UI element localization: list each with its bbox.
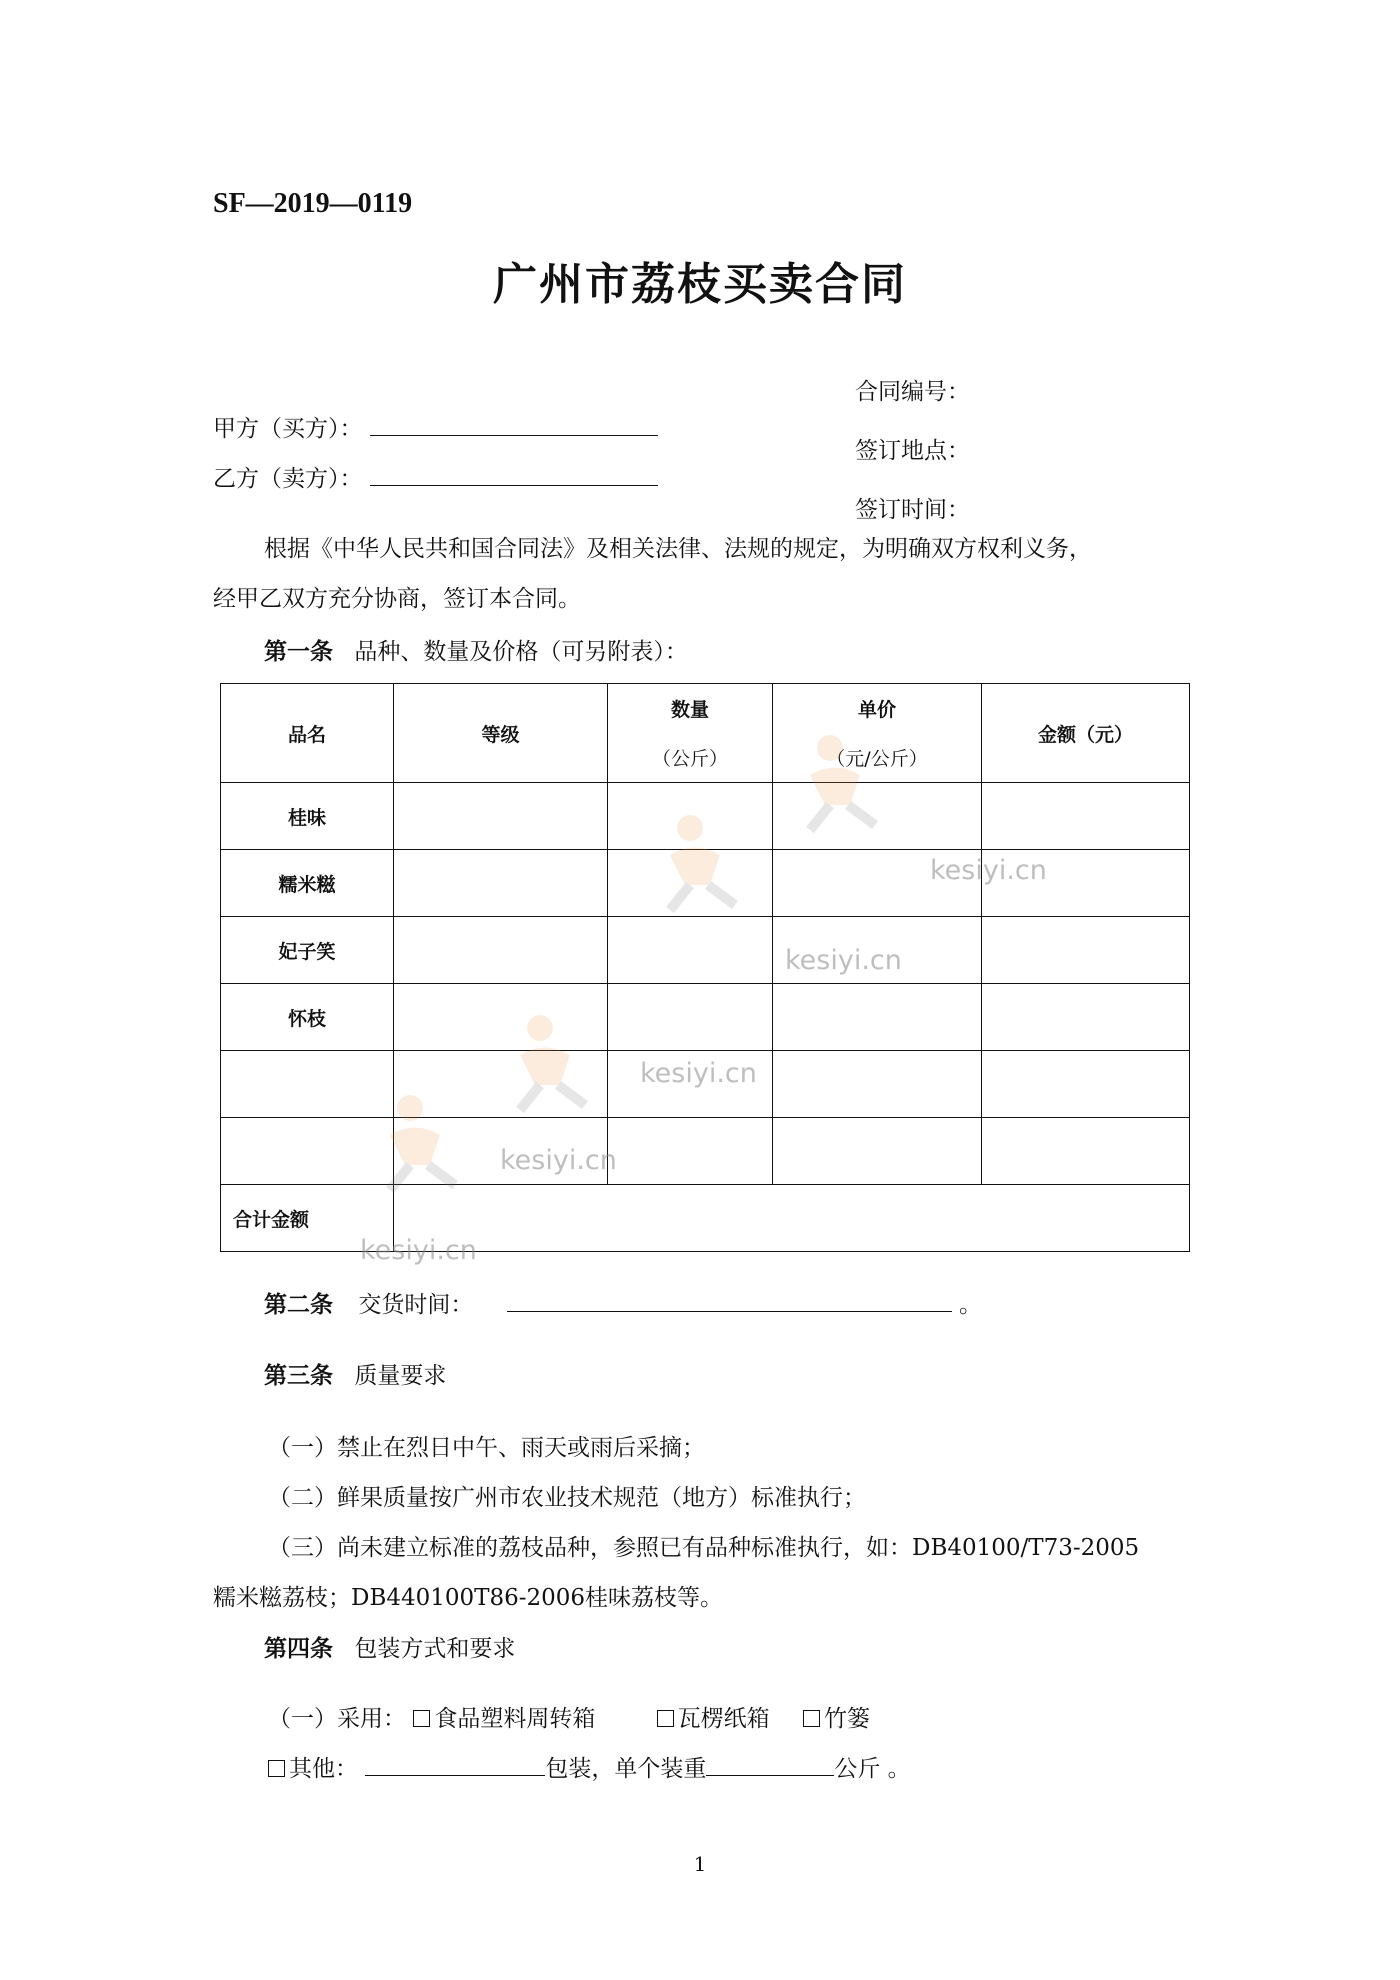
watermark-text: kesiyi.cn <box>930 855 1047 886</box>
header-unit-price-label: 单价 <box>857 699 896 721</box>
article-4-item-2 <box>268 1750 911 1783</box>
cell-grade[interactable] <box>394 783 608 850</box>
party-b-label: 乙方（卖方）： <box>213 466 363 492</box>
article-3-item-3-line-1: （三）尚未建立标准的荔枝品种，参照已有品种标准执行，如：DB40100/T73-2005 <box>268 1535 1140 1561</box>
checkbox-bamboo-basket[interactable] <box>803 1710 820 1727</box>
cell-amount[interactable] <box>982 783 1190 850</box>
option-bamboo-basket: 竹篓 <box>823 1706 870 1732</box>
article-2-heading: 第二条 <box>264 1292 333 1318</box>
header-name: 品名 <box>221 684 394 783</box>
header-unit-price-unit: （元/公斤） <box>826 748 928 770</box>
article-3-item-3-line-2: 糯米糍荔枝；DB440100T86-2006桂味荔枝等。 <box>213 1585 724 1611</box>
unit-weight-field[interactable] <box>706 1774 834 1776</box>
cell-unit-price[interactable] <box>773 1051 982 1118</box>
article-1 <box>264 633 688 666</box>
cell-amount[interactable] <box>982 917 1190 984</box>
article-4-item-1 <box>268 1700 870 1733</box>
cell-grade[interactable] <box>394 917 608 984</box>
cell-quantity[interactable] <box>608 1118 773 1185</box>
party-b-row <box>213 460 658 493</box>
watermark-text: kesiyi.cn <box>360 1235 477 1266</box>
table-row <box>221 1118 1190 1185</box>
article-4 <box>264 1630 515 1663</box>
article-1-text: 品种、数量及价格（可另附表）： <box>354 639 688 665</box>
cell-name[interactable] <box>221 1051 394 1118</box>
contract-number-label: 合同编号： <box>855 379 970 405</box>
document-code: SF—2019—0119 <box>213 188 413 219</box>
article-4-text: 包装方式和要求 <box>354 1636 516 1662</box>
cell-name: 糯米糍 <box>221 850 394 917</box>
cell-grade[interactable] <box>394 1051 608 1118</box>
watermark-text: kesiyi.cn <box>785 945 902 976</box>
table-row <box>221 917 1190 984</box>
cell-amount[interactable] <box>982 1051 1190 1118</box>
table-row <box>221 783 1190 850</box>
cell-unit-price[interactable] <box>773 1118 982 1185</box>
cell-quantity[interactable] <box>608 984 773 1051</box>
table-row <box>221 984 1190 1051</box>
option-plastic-crate: 食品塑料周转箱 <box>434 1706 596 1732</box>
variety-price-table <box>220 683 1190 1252</box>
cell-amount[interactable] <box>982 984 1190 1051</box>
article-4-item-1-prefix: （一）采用： <box>268 1706 406 1732</box>
article-1-heading: 第一条 <box>264 639 333 665</box>
signing-place-label: 签订地点： <box>855 438 970 464</box>
article-3-item-2: （二）鲜果质量按广州市农业技术规范（地方）标准执行； <box>268 1485 866 1511</box>
party-b-field[interactable] <box>370 484 658 486</box>
checkbox-corrugated-box[interactable] <box>657 1710 674 1727</box>
checkbox-plastic-crate[interactable] <box>413 1710 430 1727</box>
watermark-text: kesiyi.cn <box>500 1145 617 1176</box>
document-title: 广州市荔枝买卖合同 <box>493 259 907 310</box>
option-corrugated-box: 瓦楞纸箱 <box>677 1706 770 1732</box>
header-amount: 金额（元） <box>982 684 1190 783</box>
article-2-end: 。 <box>958 1292 982 1318</box>
other-label: 其他： <box>289 1756 358 1782</box>
delivery-time-field[interactable] <box>507 1310 952 1312</box>
checkbox-other[interactable] <box>268 1760 285 1777</box>
header-grade: 等级 <box>394 684 608 783</box>
cell-name[interactable] <box>221 1118 394 1185</box>
table-header-row <box>221 684 1190 783</box>
party-a-row <box>213 410 658 443</box>
header-quantity-label: 数量 <box>670 699 709 721</box>
watermark-text: kesiyi.cn <box>640 1058 757 1089</box>
header-quantity-unit: （公斤） <box>651 748 728 770</box>
intro-line-1: 根据《中华人民共和国合同法》及相关法律、法规的规定，为明确双方权利义务， <box>264 536 1092 562</box>
other-packing-field[interactable] <box>365 1774 545 1776</box>
cell-name: 怀枝 <box>221 984 394 1051</box>
article-3-item-1: （一）禁止在烈日中午、雨天或雨后采摘； <box>268 1435 705 1461</box>
cell-unit-price[interactable] <box>773 984 982 1051</box>
header-quantity <box>608 684 773 783</box>
article-3-text: 质量要求 <box>354 1363 447 1389</box>
page-number: 1 <box>693 1852 707 1876</box>
intro-line-2: 经甲乙双方充分协商，签订本合同。 <box>213 586 581 612</box>
article-2-text: 交货时间： <box>358 1292 474 1318</box>
total-amount-cell[interactable] <box>394 1185 1190 1252</box>
party-a-label: 甲方（买方）： <box>213 416 363 442</box>
cell-unit-price[interactable] <box>773 783 982 850</box>
party-a-field[interactable] <box>370 434 658 436</box>
cell-quantity[interactable] <box>608 783 773 850</box>
weight-unit: 公斤 。 <box>834 1756 911 1782</box>
signing-time-label: 签订时间： <box>855 497 970 523</box>
article-3-heading: 第三条 <box>264 1363 333 1389</box>
cell-grade[interactable] <box>394 850 608 917</box>
cell-grade[interactable] <box>394 984 608 1051</box>
cell-name: 妃子笑 <box>221 917 394 984</box>
article-3 <box>264 1357 446 1390</box>
header-unit-price <box>773 684 982 783</box>
packing-weight-label: 包装，单个装重 <box>545 1756 707 1782</box>
article-4-heading: 第四条 <box>264 1636 333 1662</box>
cell-amount[interactable] <box>982 1118 1190 1185</box>
article-2 <box>264 1286 982 1319</box>
cell-name: 桂味 <box>221 783 394 850</box>
cell-quantity[interactable] <box>608 850 773 917</box>
cell-quantity[interactable] <box>608 917 773 984</box>
total-amount-label: 合计金额 <box>221 1185 394 1252</box>
